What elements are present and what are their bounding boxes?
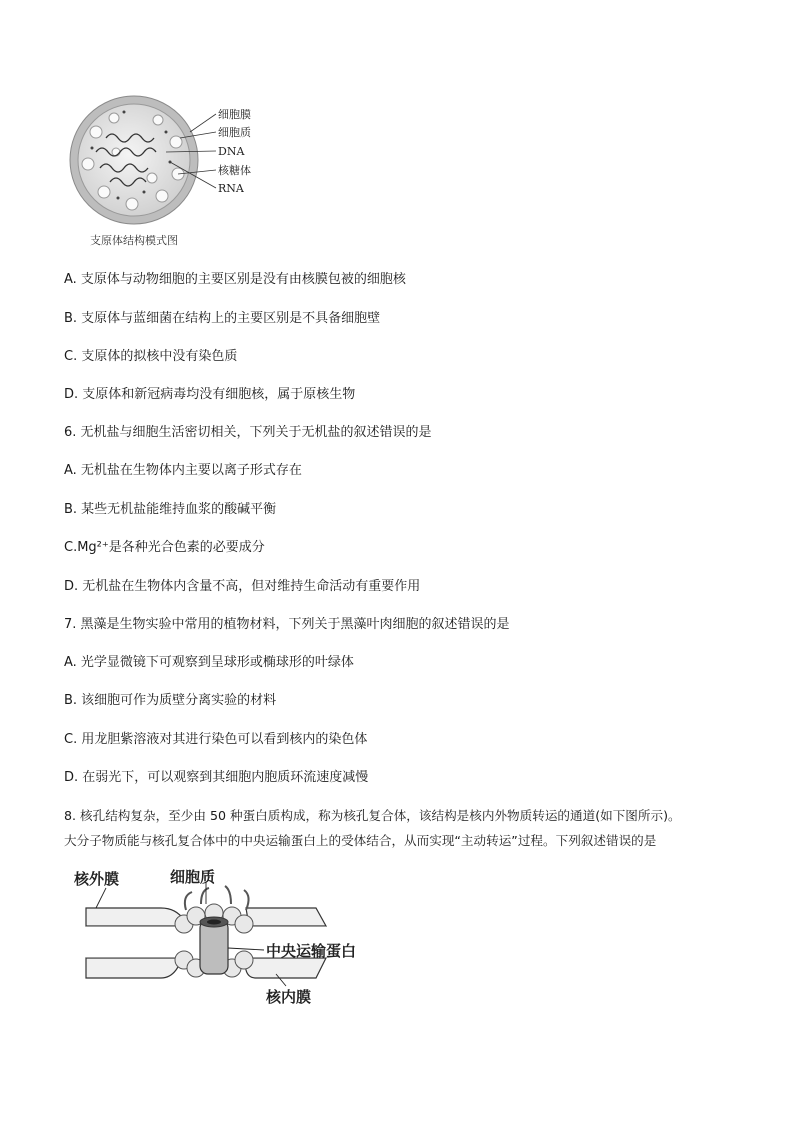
q7-option-b: B. 该细胞可作为质壁分离实验的材料 <box>64 693 277 708</box>
q8-stem-line1: 8. 核孔结构复杂，至少由 50 种蛋白质构成，称为核孔复合体，该结构是核内外物质转运的通道(如下图所示)。 <box>64 808 681 823</box>
q6-stem: 6. 无机盐与细胞生活密切相关，下列关于无机盐的叙述错误的是 <box>64 425 432 440</box>
mycoplasma-diagram <box>66 92 266 252</box>
label-inner-nuclear-membrane: 核内膜 <box>266 988 312 1006</box>
q5-option-a: A. 支原体与动物细胞的主要区别是没有由核膜包被的细胞核 <box>64 272 406 287</box>
label-ribosome: 核糖体 <box>218 164 251 177</box>
q5-option-b: B. 支原体与蓝细菌在结构上的主要区别是不具备细胞壁 <box>64 311 381 326</box>
q5-option-d: D. 支原体和新冠病毒均没有细胞核，属于原核生物 <box>64 387 356 402</box>
nuclear-pore-diagram <box>66 868 376 1013</box>
q6-option-c: C.Mg²⁺是各种光合色素的必要成分 <box>64 540 265 555</box>
q7-option-c: C. 用龙胆紫溶液对其进行染色可以看到核内的染色体 <box>64 732 368 747</box>
q8-stem-line2: 大分子物质能与核孔复合体中的中央运输蛋白上的受体结合，从而实现“主动转运”过程。下列叙述错误的是 <box>64 833 657 848</box>
q7-stem: 7. 黑藻是生物实验中常用的植物材料，下列关于黑藻叶肉细胞的叙述错误的是 <box>64 617 510 632</box>
label-central-transport-protein: 中央运输蛋白 <box>266 942 357 960</box>
label-cytoplasm: 细胞质 <box>218 126 251 139</box>
central-transport-protein <box>200 917 228 974</box>
label-cytoplasm-2: 细胞质 <box>170 868 216 886</box>
label-outer-nuclear-membrane: 核外膜 <box>74 870 120 888</box>
q6-option-a: A. 无机盐在生物体内主要以离子形式存在 <box>64 463 302 478</box>
label-cell-membrane: 细胞膜 <box>218 108 251 121</box>
figure1-caption: 支原体结构模式图 <box>90 234 178 247</box>
q6-option-b: B. 某些无机盐能维持血浆的酸碱平衡 <box>64 502 277 517</box>
label-rna: RNA <box>218 182 244 195</box>
q5-option-c: C. 支原体的拟核中没有染色质 <box>64 349 238 364</box>
q6-option-d: D. 无机盐在生物体内含量不高，但对维持生命活动有重要作用 <box>64 579 421 594</box>
q7-option-a: A. 光学显微镜下可观察到呈球形或椭球形的叶绿体 <box>64 655 354 670</box>
q7-option-d: D. 在弱光下，可以观察到其细胞内胞质环流速度减慢 <box>64 770 369 785</box>
label-dna: DNA <box>218 145 245 158</box>
